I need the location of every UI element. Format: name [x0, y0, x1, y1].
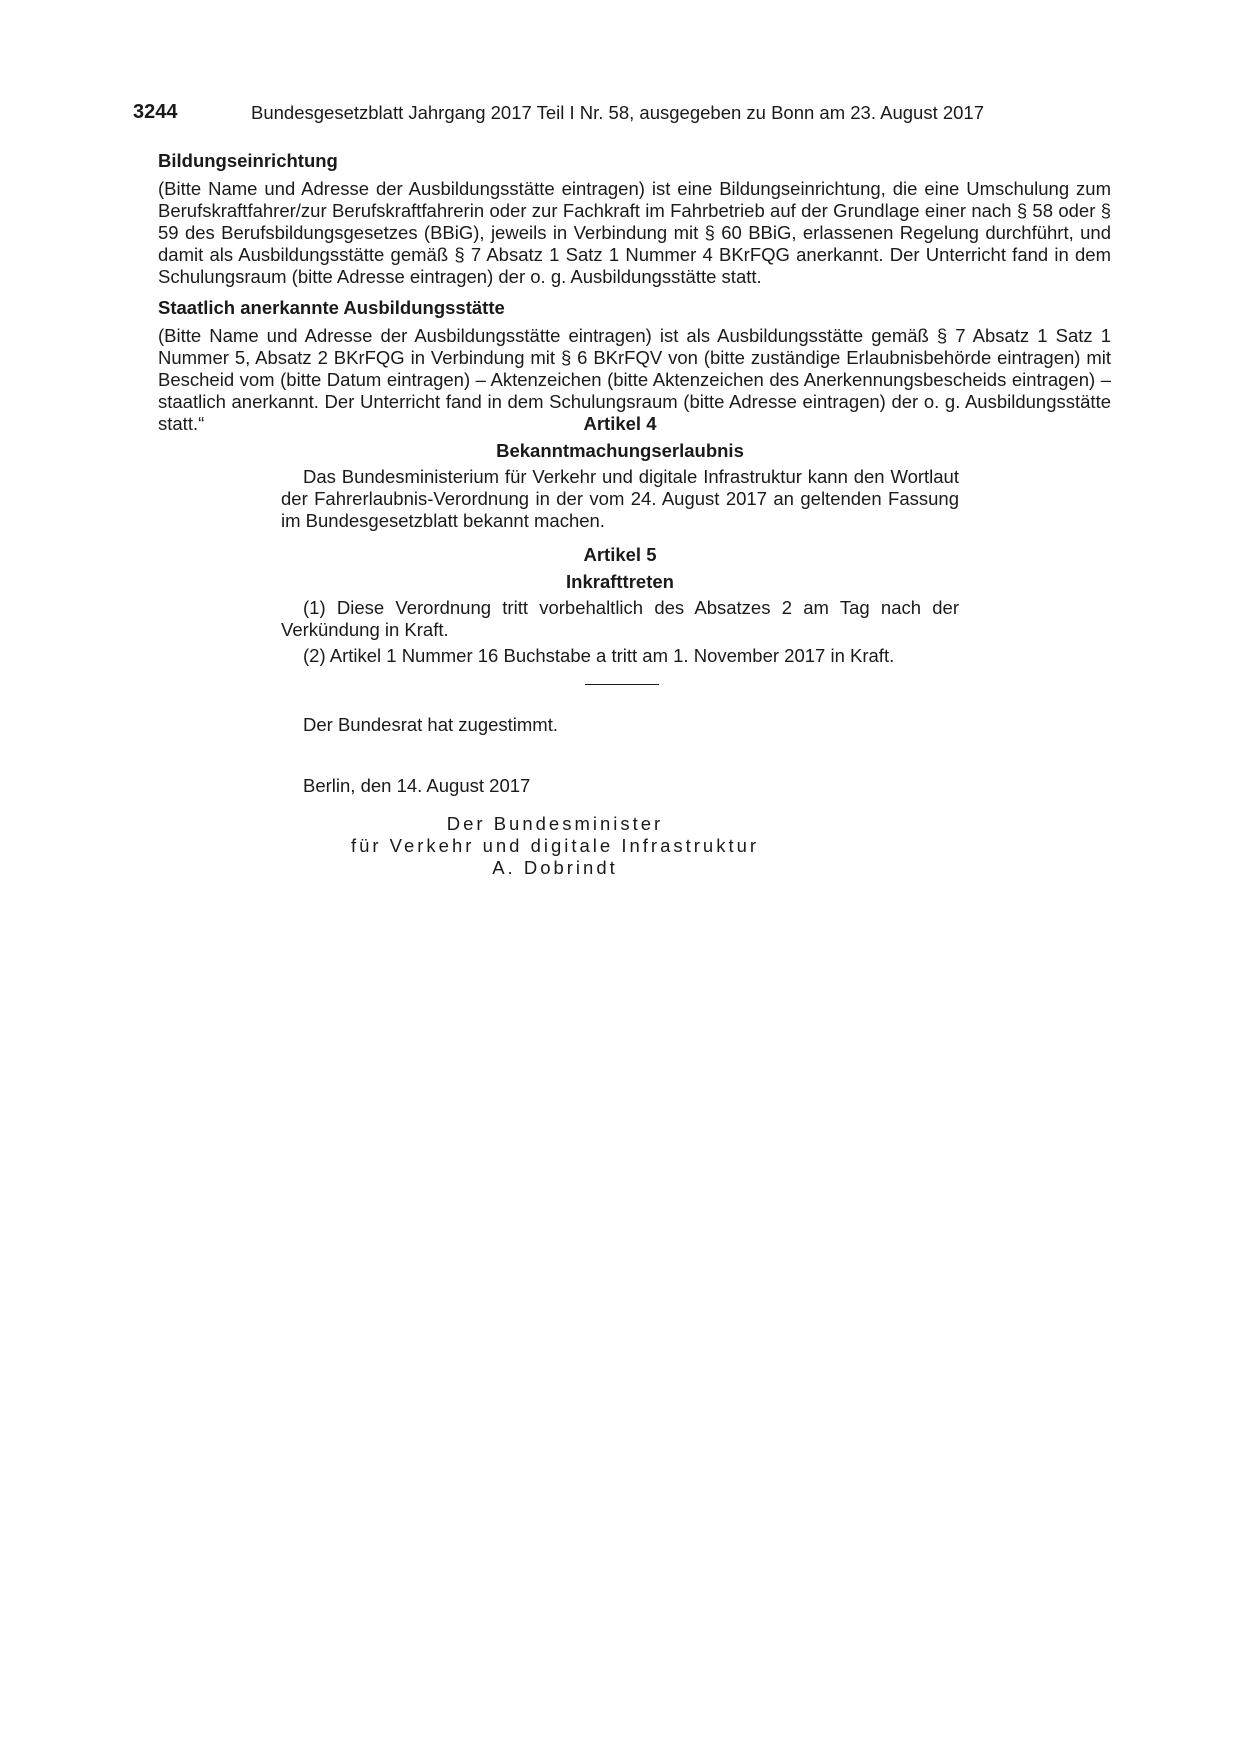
article-title: Inkrafttreten	[566, 571, 674, 592]
separator-rule	[585, 684, 659, 685]
article-paragraph: Das Bundesministerium für Verkehr und digitale Infrastruktur kann den Wortlaut der Fahrerlaubnis-Verordnung in der vom 24. August 2017 an geltenden Fassung im Bundesgesetzblatt bekannt machen.	[281, 466, 959, 531]
signatory-title: Der Bundesminister	[446, 813, 664, 834]
article-title: Bekanntmachungserlaubnis	[496, 440, 744, 461]
section-heading: Bildungseinrichtung	[158, 150, 338, 171]
continued-sections	[158, 150, 1111, 435]
signatory-ministry: für Verkehr und digitale Infrastruktur	[350, 835, 760, 856]
closing-block	[281, 714, 959, 797]
signatory-name: A. Dobrindt	[492, 857, 618, 878]
article-paragraph: (2) Artikel 1 Nummer 16 Buchstabe a tritt am 1. November 2017 in Kraft.	[303, 645, 895, 666]
section-text: (Bitte Name und Adresse der Ausbildungsstätte eintragen) ist eine Bildungseinrichtung, die eine Umschulung zum Berufskraftfahrer/zur Berufskraftfahrerin oder zur Fachkraft im Fahrbetrieb auf der Grundlage einer nach § 58 oder § 59 des Berufsbildungsgesetzes (BBiG), jeweils in Verbindung mit § 60 BBiG, erlassenen Regelung durchführt, und damit als Ausbildungsstätte gemäß § 7 Absatz 1 Satz 1 Nummer 4 BKrFQG anerkannt. Der Unterricht fand in dem Schulungsraum (bitte Adresse eintragen) der o. g. Ausbildungsstätte statt.	[158, 178, 1111, 287]
article-number: Artikel 4	[583, 413, 657, 434]
article-number: Artikel 5	[583, 544, 657, 565]
page-number: 3244	[133, 101, 178, 123]
article-paragraph: (1) Diese Verordnung tritt vorbehaltlich des Absatzes 2 am Tag nach der Verkündung in Kraft.	[281, 597, 959, 640]
article-4	[281, 413, 959, 532]
article-5	[281, 544, 959, 667]
publication-title: Bundesgesetzblatt Jahrgang 2017 Teil I Nr. 58, ausgegeben zu Bonn am 23. August 2017	[251, 102, 984, 123]
place-and-date: Berlin, den 14. August 2017	[303, 775, 531, 796]
section-text: (Bitte Name und Adresse der Ausbildungsstätte eintragen) ist als Ausbildungsstätte gemäß § 7 Absatz 1 Satz 1 Nummer 5, Absatz 2 BKrFQG in Verbindung mit § 6 BKrFQV von (bitte zuständige Erlaubnisbehörde eintragen) mit Bescheid vom (bitte Datum eintragen) – Aktenzeichen (bitte Aktenzeichen des Anerkennungsbescheids eintragen) – staatlich anerkannt. Der Unterricht fand in dem Schulungsraum (bitte Adresse eintragen) der o. g. Ausbildungsstätte statt.“	[158, 325, 1111, 434]
consent-statement: Der Bundesrat hat zugestimmt.	[303, 714, 558, 735]
signature-block	[281, 813, 829, 879]
section-heading: Staatlich anerkannte Ausbildungsstätte	[158, 297, 505, 318]
page-header	[133, 101, 1111, 127]
